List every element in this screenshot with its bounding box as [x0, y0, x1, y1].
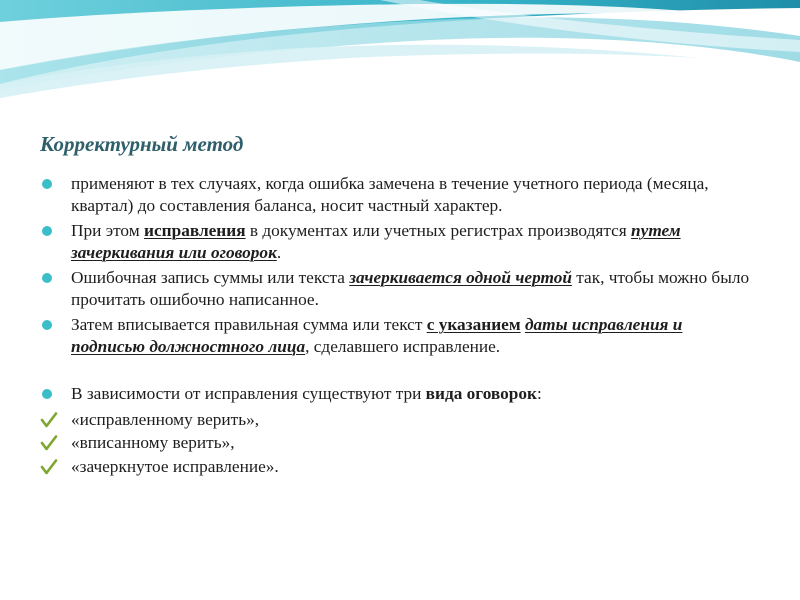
- bullet-dot-icon: [42, 226, 52, 236]
- bullet-dot-icon: [42, 179, 52, 189]
- checkmark-icon: [40, 434, 58, 452]
- bullet-dot-icon: [42, 320, 52, 330]
- bullet-text: Ошибочная запись суммы или текста: [71, 268, 350, 287]
- bullet-emphasis: вида оговорок: [425, 384, 537, 403]
- bullet-text: Затем вписывается правильная сумма или текст: [71, 315, 427, 334]
- header-wave-decoration: [0, 0, 800, 110]
- bullet-text: :: [537, 384, 542, 403]
- slide-content: [40, 173, 760, 479]
- bullet-emphasis: путем зачеркивания или оговорок: [71, 221, 681, 262]
- bullet-emphasis: с указанием: [426, 315, 521, 334]
- bullet-emphasis: исправления: [144, 221, 246, 240]
- check-item: [40, 409, 760, 431]
- bullet-text: При этом: [71, 221, 144, 240]
- bullet-text: применяют в тех случаях, когда ошибка замечена в течение учетного периода (месяца, квартал) до составления баланса, носит частный характер.: [71, 174, 709, 215]
- bullet-text: .: [276, 242, 282, 262]
- check-text: «зачеркнутое исправление».: [71, 456, 279, 476]
- bullet-item: [40, 383, 760, 405]
- bullet-text: В зависимости от исправления существуют три: [71, 384, 426, 403]
- bullet-text: , сделавшего исправление.: [305, 336, 501, 356]
- bullet-item: [40, 173, 760, 216]
- bullet-item: [40, 314, 760, 357]
- bullet-item: [40, 220, 760, 263]
- bullet-text: в документах или учетных регистрах производятся: [245, 221, 632, 240]
- check-item: [40, 456, 760, 478]
- bullet-emphasis: даты исправления и подписью должностного лица: [71, 315, 683, 356]
- bullet-dot-icon: [42, 389, 52, 399]
- checkmark-icon: [40, 411, 58, 429]
- slide-title: Корректурный метод: [40, 132, 244, 156]
- check-item: [40, 432, 760, 454]
- bullet-dot-icon: [42, 273, 52, 283]
- bullet-emphasis: зачеркивается одной чертой: [349, 268, 572, 287]
- bullet-text: так, чтобы можно было прочитать ошибочно написанное.: [71, 268, 750, 309]
- check-text: «вписанному верить»,: [71, 433, 235, 452]
- checkmark-icon: [40, 458, 58, 476]
- check-text: «исправленному верить»,: [71, 409, 260, 429]
- bullet-item: [40, 267, 760, 310]
